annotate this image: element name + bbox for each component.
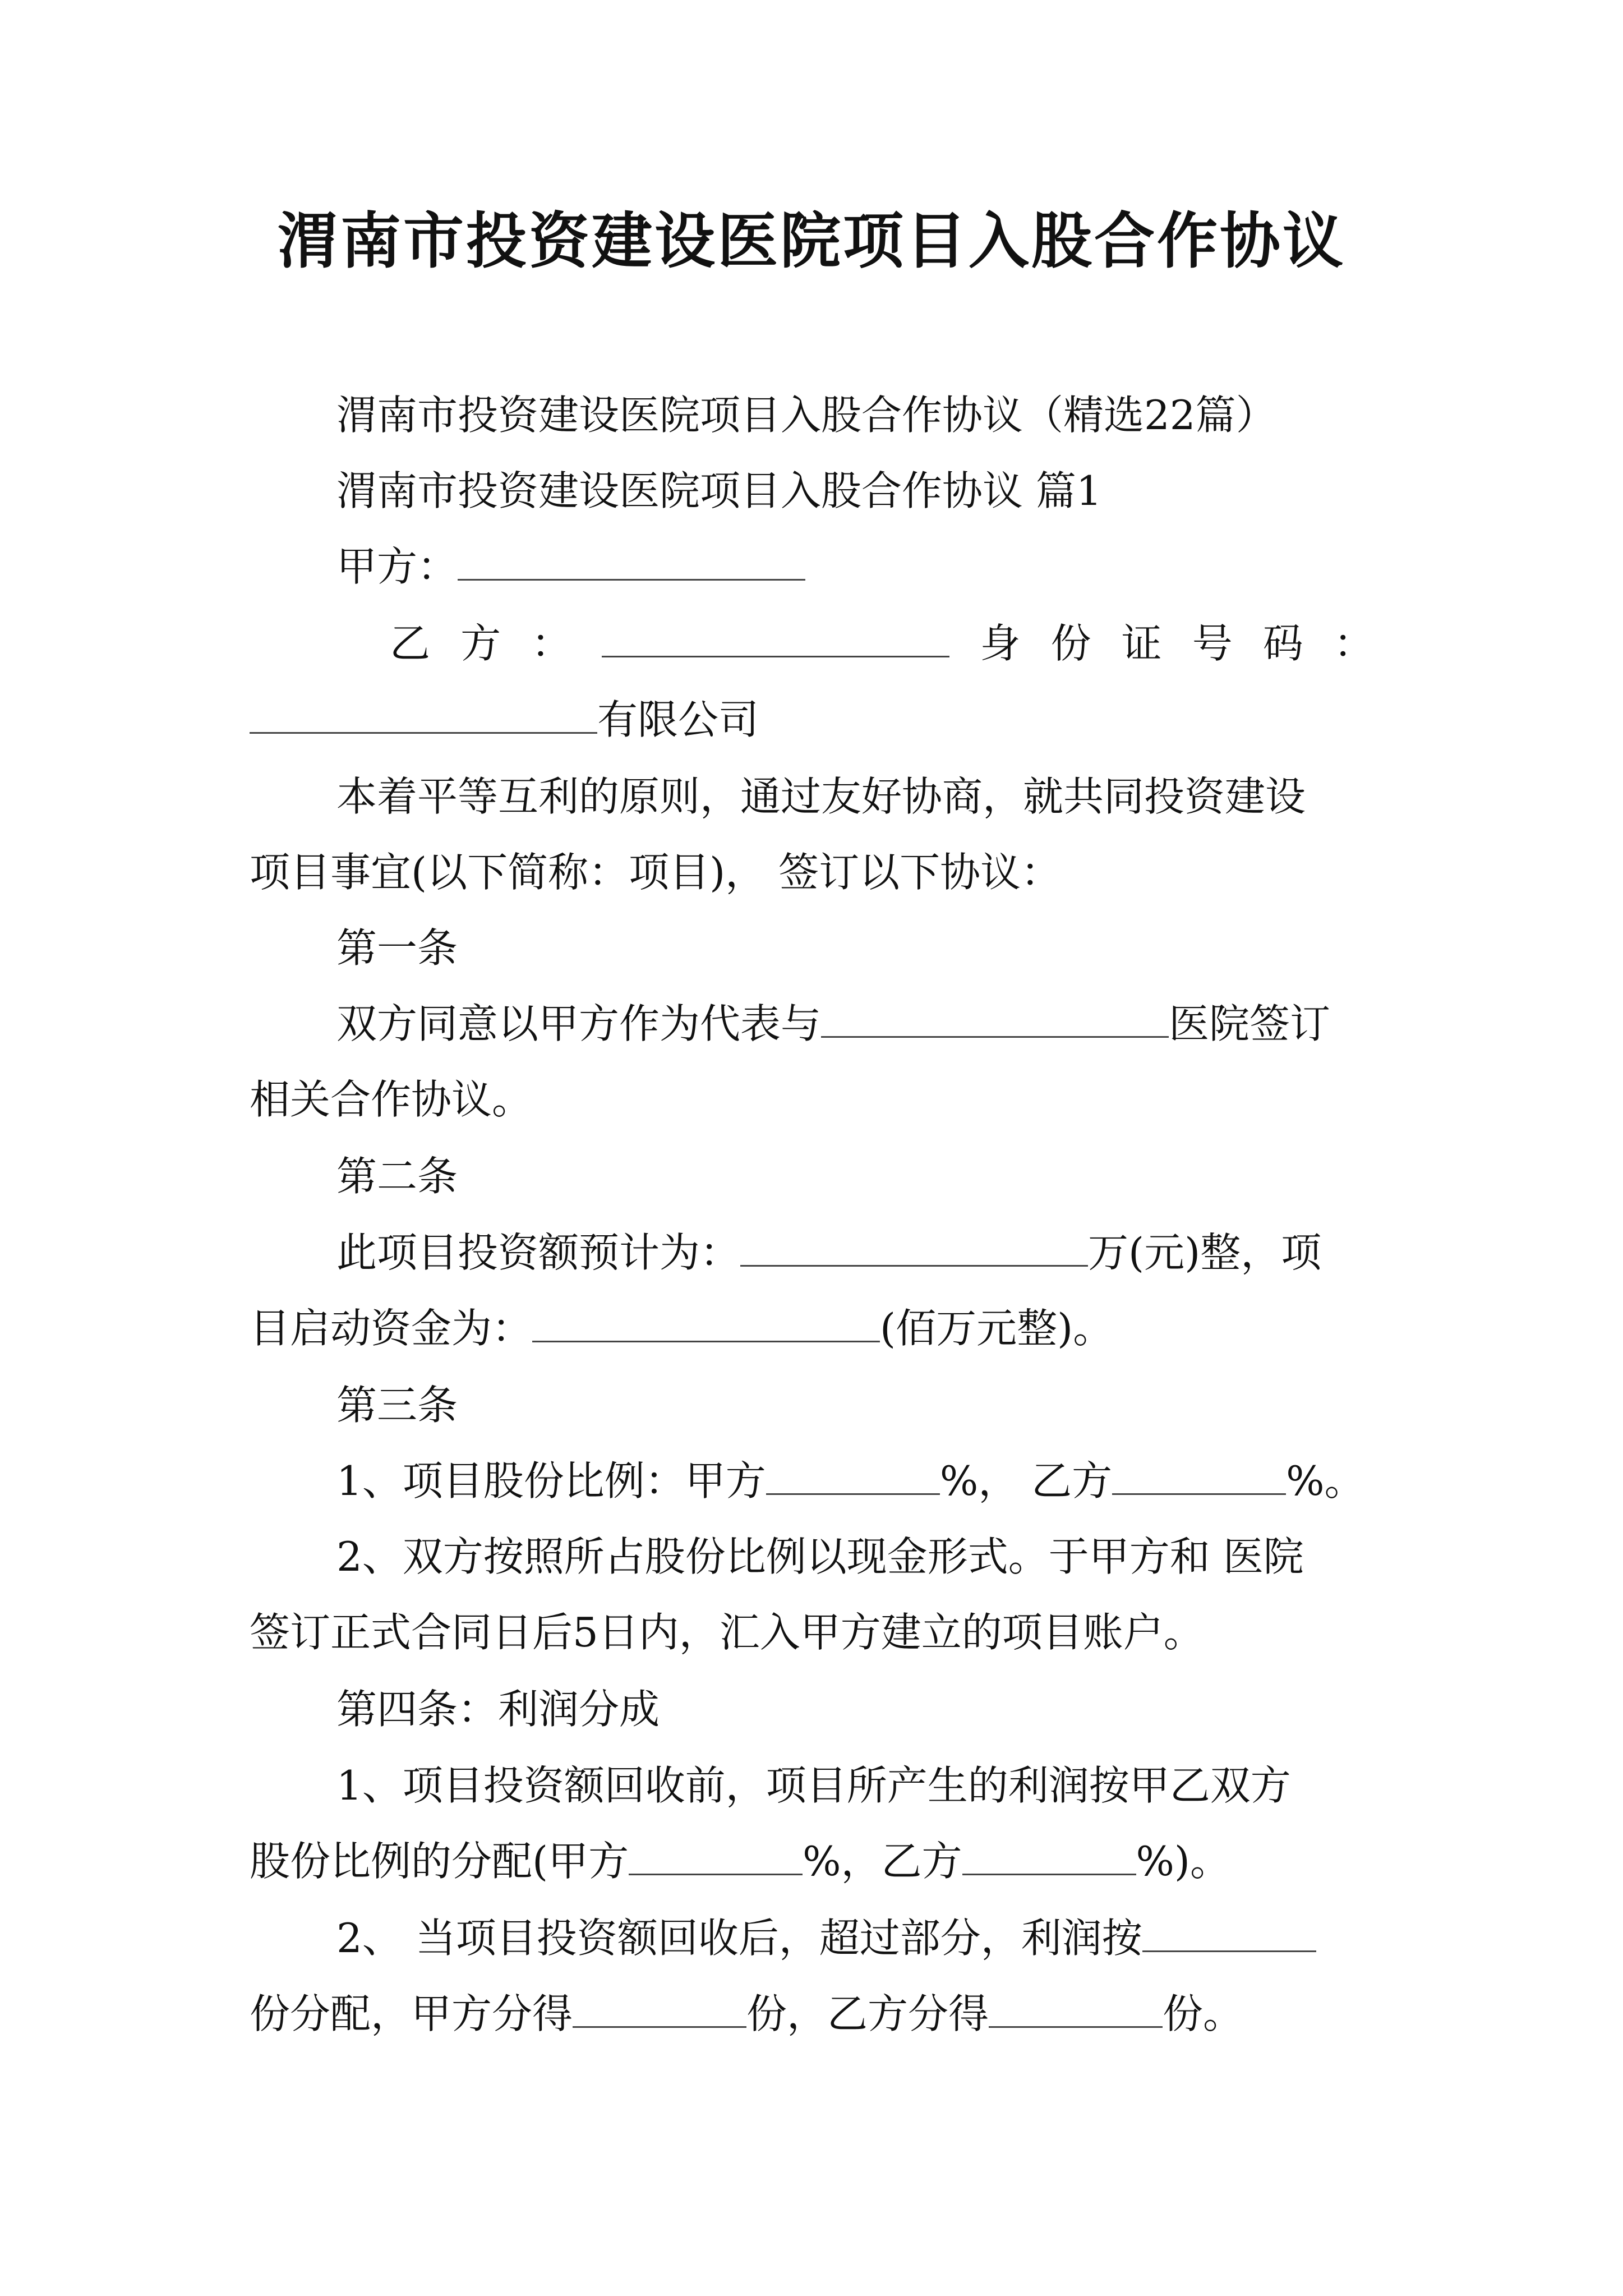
subtitle-line: 渭南市投资建设医院项目入股合作协议（精选22篇） — [336, 392, 1276, 439]
id-number-char: 身 — [980, 620, 1021, 667]
article-4-item-2-line-2 — [250, 1986, 1243, 2042]
company-suffix: 有限公司 — [597, 696, 759, 743]
party-b-blank — [602, 622, 949, 657]
article-4-text: 份分配，甲方分得 — [250, 1990, 573, 2037]
article-1-line-2: 相关合作协议。 — [250, 1076, 533, 1123]
article-4-text: 股份比例的分配(甲方 — [250, 1838, 629, 1885]
intro-line-1: 本着平等互利的原则，通过友好协商，就共同投资建设 — [336, 773, 1306, 820]
article-4-item-1-line-2 — [250, 1833, 1230, 1889]
article-4-heading: 第四条：利润分成 — [336, 1686, 660, 1733]
article-2-line-2 — [250, 1300, 1113, 1356]
party-b-share-blank — [1112, 1460, 1286, 1495]
party-a-label: 甲方： — [336, 543, 458, 590]
article-1-line-1 — [336, 996, 1330, 1052]
article-3-text: %。 — [1286, 1457, 1365, 1504]
article-4-text: 份。 — [1163, 1990, 1244, 2037]
article-1-heading: 第一条 — [336, 924, 458, 972]
party-b-profit-blank — [962, 1840, 1136, 1875]
company-blank — [250, 698, 597, 734]
id-number-char: ： — [1333, 620, 1374, 667]
party-b-char: 乙 — [390, 620, 431, 667]
party-a-profit-blank — [629, 1840, 803, 1875]
article-3-item-2-line-2: 签订正式合同日后5日内，汇入甲方建立的项目账户。 — [250, 1609, 1204, 1656]
article-2-text: (佰万元整)。 — [880, 1305, 1114, 1352]
article-3-item-2-line-1: 2、双方按照所占股份比例以现金形式。于甲方和 医院 — [336, 1533, 1304, 1580]
article-3-heading: 第三条 — [336, 1382, 458, 1429]
article-4-text: %，乙方 — [803, 1838, 962, 1885]
article-3-item-1 — [336, 1453, 1365, 1509]
party-b-char: ： — [531, 620, 572, 667]
party-a-blank — [458, 545, 805, 581]
article-2-heading: 第二条 — [336, 1153, 458, 1200]
article-4-text: 2、 当项目投资额回收后，超过部分，利润按 — [336, 1915, 1142, 1962]
hospital-blank — [821, 1002, 1169, 1038]
total-shares-blank — [1142, 1917, 1316, 1952]
id-number-char: 证 — [1121, 620, 1162, 667]
article-2-text: 万(元)整，项 — [1088, 1229, 1322, 1276]
article-1-text: 双方同意以甲方作为代表与 — [336, 1000, 822, 1047]
party-b-char: 方 — [460, 620, 501, 667]
document-title: 渭南市投资建设医院项目入股合作协议 — [277, 206, 1345, 277]
id-number-char: 码 — [1262, 620, 1303, 667]
startup-capital-blank — [532, 1307, 880, 1342]
party-a-shares-blank — [573, 1993, 746, 2028]
article-4-item-1-line-1: 1、项目投资额回收前，项目所产生的利润按甲乙双方 — [336, 1762, 1291, 1809]
article-2-line-1 — [336, 1225, 1321, 1281]
article-2-text: 此项目投资额预计为： — [336, 1229, 741, 1276]
chapter-heading: 渭南市投资建设医院项目入股合作协议 篇1 — [336, 467, 1102, 514]
id-number-char: 份 — [1050, 620, 1091, 667]
party-a-share-blank — [766, 1460, 940, 1495]
intro-line-2: 项目事宜(以下简称：项目)， 签订以下协议： — [250, 849, 1062, 896]
party-a-line — [336, 539, 805, 595]
party-b-shares-blank — [989, 1993, 1163, 2028]
article-4-text: 份，乙方分得 — [746, 1990, 989, 2037]
article-3-text: 1、项目股份比例：甲方 — [336, 1457, 766, 1504]
party-b-line — [390, 615, 1374, 671]
article-3-text: %， 乙方 — [939, 1457, 1113, 1504]
article-4-text: %)。 — [1136, 1838, 1231, 1885]
investment-amount-blank — [740, 1231, 1088, 1267]
article-2-text: 目启动资金为： — [250, 1305, 533, 1352]
article-1-text: 医院签订 — [1169, 1000, 1331, 1047]
company-line — [250, 692, 759, 748]
article-4-item-2-line-1 — [336, 1910, 1316, 1966]
id-number-char: 号 — [1192, 620, 1233, 667]
